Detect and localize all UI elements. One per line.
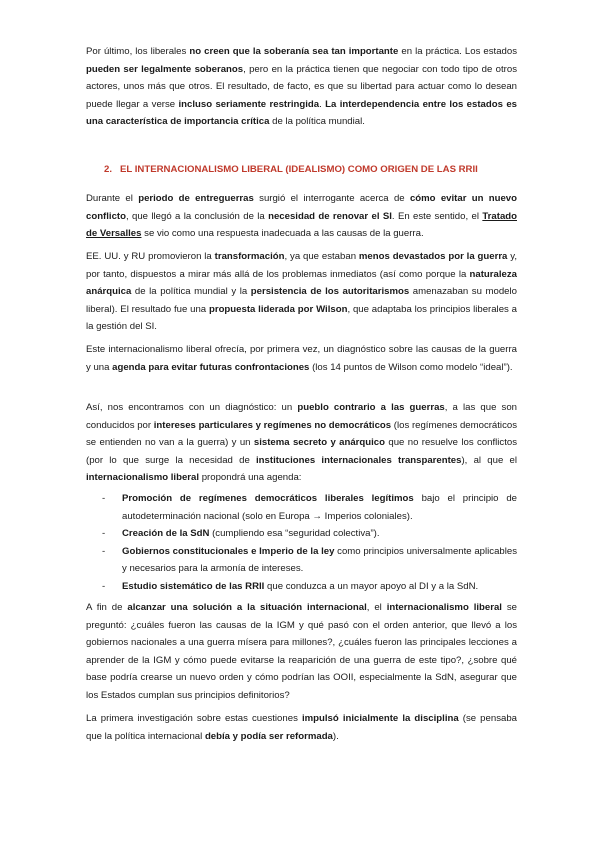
text-run: (los regímenes democráticos se entienden no van a la guerra) y un (86, 419, 517, 449)
text-run: en la práctica. Los estados (398, 46, 518, 57)
bold-run: debía y podía ser reformada (204, 730, 333, 742)
text-run: ). (332, 730, 339, 742)
text-run: , el (366, 602, 387, 613)
bold-run: alcanzar una solución a la situación internacional (127, 602, 367, 613)
bold-run: menos devastados por la guerra (358, 251, 508, 262)
list-item (86, 525, 517, 543)
text-run: La primera investigación sobre estas cuestiones (86, 713, 302, 724)
bold-run: sistema secreto y anárquico (253, 437, 385, 449)
bold-run: agenda para evitar futuras confrontaciones (112, 361, 310, 373)
text-run: (los 14 puntos de Wilson como modelo “ideal”). (309, 361, 513, 373)
bold-run: Creación de la SdN (122, 528, 210, 540)
bold-run: naturaleza anárquica (86, 268, 517, 298)
list-item (86, 490, 517, 525)
text-run: surgió el interrogante acerca de (253, 193, 410, 204)
text-run: se preguntó: ¿cuáles fueron las causas de la IGM y qué pasó con el orden anterior, que llevó a los gobiernos nacionales a una guerra mísera para millones?, ¿cuáles fueron las principales lecciones a aprender de la IGM y cómo puede evitarse la reaparición de una guerra de este tipo?, ¿sobre qué base podría crearse un nuevo orden y cómo podrían las OOII, especialmente la SdN, asegurar que los Estados cumplan sus principios definitorios? (86, 602, 517, 701)
section-title: EL INTERNACIONALISMO LIBERAL (IDEALISMO) COMO ORIGEN DE LAS RRII (120, 164, 478, 175)
list-item (86, 578, 517, 596)
bold-run: pueblo contrario a las guerras (297, 402, 445, 413)
text-run: , ya que estaban (284, 251, 359, 262)
text-run: , pero en la práctica tienen que negociar con todo tipo de otros actores, unos más que otros. El resultado, de facto, es que su libertad para actuar como lo desean puede llegar a verse (86, 63, 517, 110)
bold-run: impulsó inicialmente la disciplina (301, 713, 459, 724)
section-number: 2. (104, 164, 113, 175)
paragraph-questions (86, 599, 517, 705)
text-run: , que adaptaba los principios liberales a la gestión del SI. (86, 303, 517, 333)
bold-run: Estudio sistemático de las RRII (122, 580, 265, 592)
text-run: bajo el principio de autodeterminación nacional (solo en Europa → Imperios coloniales). (122, 493, 517, 522)
text-run: Así, nos encontramos con un diagnóstico: un (86, 402, 298, 413)
bold-run: transformación (214, 251, 285, 262)
bold-run: periodo de entreguerras (138, 193, 254, 204)
paragraph-transformation (86, 248, 517, 336)
text-run: (se pensaba que la política internacional (86, 713, 517, 742)
bold-run: instituciones internacionales transparentes (256, 454, 462, 466)
bold-run: pueden ser legalmente soberanos (86, 63, 244, 75)
underlined-run: Tratado de Versalles (86, 210, 517, 240)
text-run: como principios universalmente aplicables y necesarios para la armonía de intereses. (122, 545, 517, 575)
text-run: , que llegó a la conclusión de la (125, 210, 269, 222)
section-heading (104, 163, 478, 177)
bold-run: persistencia de los autoritarismos (250, 286, 410, 298)
text-run: (cumpliendo esa “seguridad colectiva”). (209, 528, 380, 540)
text-run: que conduzca a un mayor apoyo al DI y a la SdN. (264, 580, 479, 592)
text-run: . (319, 98, 326, 110)
text-run: Por último, los liberales (86, 46, 190, 57)
text-run: propondrá una agenda: (199, 472, 302, 484)
text-run: A fin de (86, 602, 128, 613)
bold-run: intereses particulares y regímenes no democráticos (153, 419, 392, 431)
text-run: Este internacionalismo liberal ofrecía, por primera vez, un diagnóstico sobre las causas de la guerra y una (86, 344, 517, 373)
text-run: EE. UU. y RU promovieron la (86, 251, 215, 262)
text-run: y, por tanto, dispuestos a mirar más allá de los problemas inmediatos (así como porque la (86, 251, 518, 280)
bold-run: incluso seriamente restringida (178, 98, 320, 110)
paragraph-discipline (86, 710, 517, 745)
text-run: , a las que son conducidos por (86, 402, 518, 431)
paragraph-diagnosis-intro (86, 341, 517, 376)
text-run: ), al que el (461, 454, 517, 466)
bold-run: internacionalismo liberal (86, 472, 200, 484)
text-run: de la política mundial y la (131, 286, 251, 298)
text-run: que no resuelve los conflictos (por lo que surge la necesidad de (86, 437, 517, 466)
bold-run: La interdependencia entre los estados es una característica de importancia crítica (86, 98, 517, 128)
bold-run: necesidad de renovar el SI (268, 210, 392, 222)
agenda-list (86, 490, 517, 596)
text-run: . En este sentido, el (391, 210, 483, 222)
paragraph-sovereignty (86, 43, 517, 131)
paragraph-interwar (86, 190, 517, 243)
bold-run: Gobiernos constitucionales e Imperio de la ley (122, 545, 335, 557)
bold-run: cómo evitar un nuevo conflicto (86, 193, 518, 222)
bold-run: Promoción de regímenes democráticos liberales legítimos (122, 493, 414, 504)
bold-run: internacionalismo liberal (386, 602, 502, 613)
text-run: de la política mundial. (269, 116, 365, 128)
list-item (86, 543, 517, 578)
text-run: se vio como una respuesta inadecuada a las causas de la guerra. (141, 228, 424, 240)
bold-run: no creen que la soberanía sea tan importante (189, 46, 399, 57)
text-run: amenazaban su modelo liberal). El resultado fue una (86, 286, 517, 315)
text-run: Durante el (86, 193, 139, 204)
bold-run: propuesta liderada por Wilson (208, 303, 348, 315)
paragraph-diagnosis (86, 399, 517, 487)
